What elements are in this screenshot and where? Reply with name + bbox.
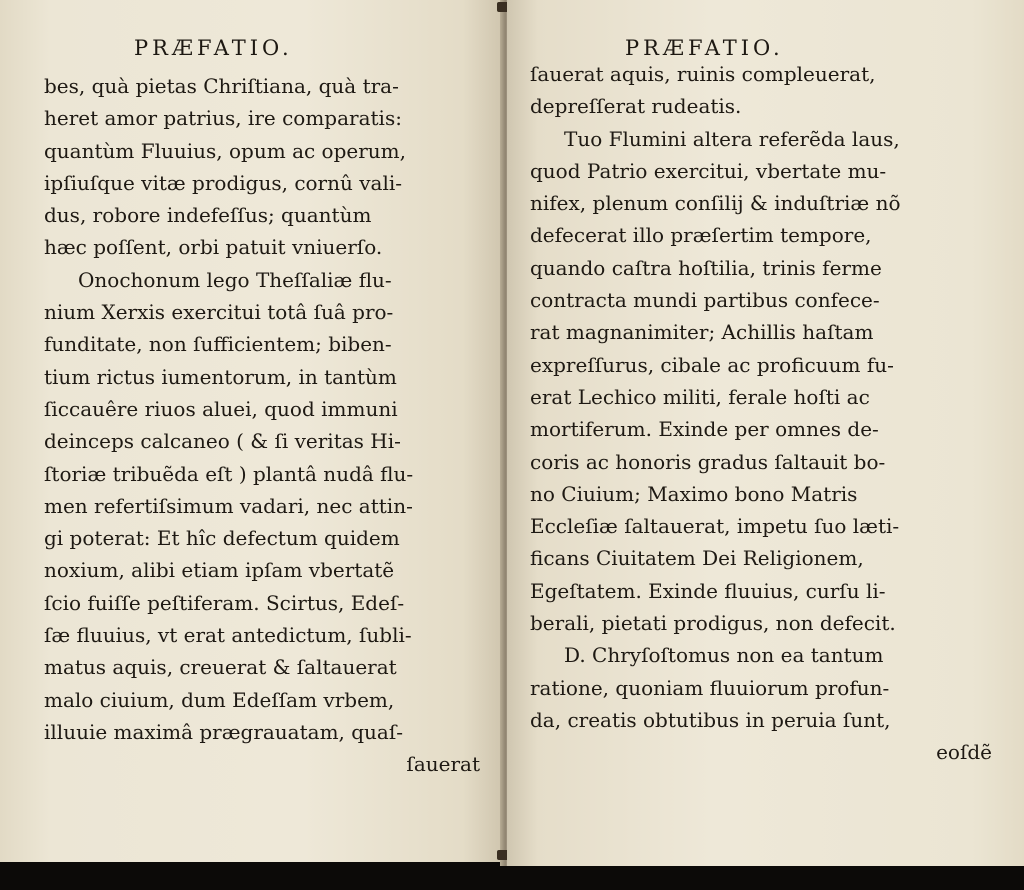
text-line: ſauerat aquis, ruinis compleuerat,	[530, 62, 876, 86]
text-line: depreſſerat rudeatis.	[530, 94, 742, 119]
text-line: expreſſurus, cibale ac proficuum fu-	[530, 352, 894, 377]
text-line: funditate, non ſufficientem; biben-	[44, 332, 392, 357]
right-running-head: PRÆFATIO.	[625, 36, 784, 60]
text-line: D. Chryſoſtomus non ea tantum	[564, 643, 884, 668]
text-line: deinceps calcaneo ( & ſi veritas Hi-	[44, 429, 401, 454]
text-line: nium Xerxis exercitui totâ ſuâ pro-	[44, 300, 394, 325]
text-line: quantùm Fluuius, opum ac operum,	[44, 138, 406, 163]
text-line: berali, pietati prodigus, non defecit.	[530, 611, 896, 636]
text-line: da, creatis obtutibus in peruia ſunt,	[530, 707, 891, 732]
text-line: malo ciuium, dum Edeſſam vrbem,	[44, 687, 395, 712]
text-line: bes, quà pietas Chriſtiana, quà tra-	[44, 74, 399, 98]
left-text-block	[44, 70, 488, 781]
text-line: contracta mundi partibus confece-	[530, 288, 880, 313]
text-line: hæc poſſent, orbi patuit vniuerſo.	[44, 235, 383, 260]
right-text-block	[530, 58, 1000, 769]
text-line: tium rictus iumentorum, in tantùm	[44, 364, 397, 389]
text-line: ficans Ciuitatem Dei Religionem,	[530, 546, 864, 571]
left-page	[0, 0, 504, 862]
text-line: Egeſtatem. Exinde fluuius, curſu li-	[530, 578, 886, 603]
text-line: matus aquis, creuerat & ſaltauerat	[44, 655, 397, 680]
text-line: coris ac honoris gradus ſaltauit bo-	[530, 449, 886, 474]
text-line: ſiccauêre riuos aluei, quod immuni	[44, 396, 398, 421]
text-line: men refertiſsimum vadari, nec attin-	[44, 493, 413, 518]
left-running-head: PRÆFATIO.	[134, 36, 293, 60]
text-line: noxium, alibi etiam ipſam vbertatẽ	[44, 558, 395, 583]
text-line: defecerat illo præſertim tempore,	[530, 223, 872, 248]
text-line: gi poterat: Et hîc defectum quidem	[44, 526, 400, 551]
text-line: nifex, plenum conſilij & induſtriæ nõ	[530, 191, 901, 216]
text-line: quod Patrio exercitui, vbertate mu-	[530, 158, 887, 183]
text-line: no Ciuium; Maximo bono Matris	[530, 481, 858, 506]
text-line: ſtoriæ tribuẽda eſt ) plantâ nudâ flu-	[44, 461, 414, 486]
text-line: ipſiuſque vitæ prodigus, cornû vali-	[44, 170, 403, 195]
text-line: Onochonum lego Theſſaliæ flu-	[78, 267, 392, 292]
catchword: ſauerat	[406, 752, 480, 777]
text-line: quando caſtra hoſtilia, trinis ferme	[530, 255, 882, 280]
text-line: Eccleſiæ ſaltauerat, impetu ſuo læti-	[530, 514, 900, 539]
text-line: ſcio fuiſſe peſtiferam. Scirtus, Edeſ-	[44, 590, 405, 615]
catchword: eoſdẽ	[936, 740, 992, 765]
text-line: dus, robore indefeſſus; quantùm	[44, 203, 372, 228]
text-line: erat Lechico militi, ferale hoſti ac	[530, 384, 870, 409]
text-line: illuuie maximâ prægrauatam, quaſ-	[44, 719, 404, 744]
right-page	[507, 0, 1024, 866]
text-line: heret amor patrius, ire comparatis:	[44, 106, 402, 131]
text-line: rat magnanimiter; Achillis haſtam	[530, 320, 874, 345]
text-line: ratione, quoniam fluuiorum profun-	[530, 675, 890, 700]
text-line: Tuo Flumini altera referẽda laus,	[564, 126, 900, 151]
text-line: ſæ fluuius, vt erat antedictum, ſubli-	[44, 623, 412, 648]
text-line: mortiferum. Exinde per omnes de-	[530, 417, 879, 442]
